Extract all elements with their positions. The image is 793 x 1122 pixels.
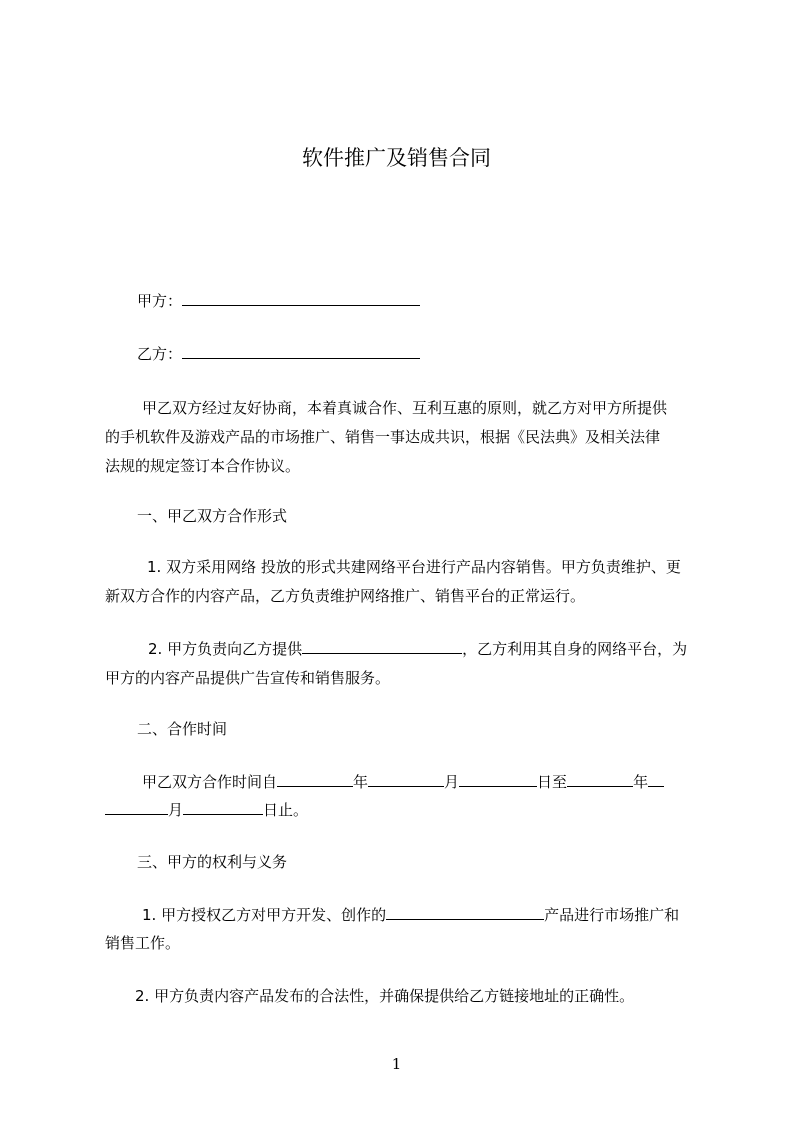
section-3-item-1-line-2: 销售工作。 <box>105 934 181 952</box>
end-label: 日止。 <box>263 801 309 819</box>
start-year-blank[interactable] <box>277 772 353 787</box>
page-number: 1 <box>391 1055 402 1073</box>
party-b-blank[interactable] <box>182 344 420 359</box>
party-b-line <box>137 343 420 365</box>
party-b-label: 乙方： <box>137 345 183 363</box>
section-3-item-1-line-1 <box>142 904 679 926</box>
party-a-blank[interactable] <box>182 291 420 306</box>
start-day-blank[interactable] <box>459 772 537 787</box>
start-month-blank[interactable] <box>368 772 444 787</box>
section-2-line-1 <box>142 771 664 793</box>
section-3-heading: 三、甲方的权利与义务 <box>137 853 288 871</box>
section-3-item-1-post: 产品进行市场推广和 <box>544 906 680 924</box>
end-year-blank[interactable] <box>567 772 633 787</box>
party-a-label: 甲方： <box>137 292 183 310</box>
section-3-item-1-pre: 1. 甲方授权乙方对甲方开发、创作的 <box>142 906 387 924</box>
document-title: 软件推广及销售合同 <box>302 146 491 170</box>
party-a-line <box>137 290 420 312</box>
section-2-line-2 <box>105 799 308 821</box>
end-month-blank-part-2[interactable] <box>105 800 168 815</box>
end-month-label: 月 <box>168 801 184 819</box>
product-blank[interactable] <box>386 905 544 920</box>
intro-line-1: 甲乙双方经过友好协商，本着真诚合作、互利互惠的原则，就乙方对甲方所提供 <box>142 399 668 417</box>
section-1-item-2-pre: 2. 甲方负责向乙方提供 <box>148 640 303 658</box>
section-1-item-2-line-1 <box>148 638 687 660</box>
section-1-item-1-line-2: 新双方合作的内容产品，乙方负责维护网络推广、销售平台的正常运行。 <box>105 587 586 605</box>
section-1-item-2-post: ，乙方利用其自身的网络平台，为 <box>462 640 688 658</box>
section-3-item-2: 2. 甲方负责内容产品发布的合法性，并确保提供给乙方链接地址的正确性。 <box>135 987 635 1005</box>
start-year-label: 年 <box>353 773 369 791</box>
end-day-blank[interactable] <box>183 800 263 815</box>
cooperation-period-pre: 甲乙双方合作时间自 <box>142 773 278 791</box>
section-1-item-1-line-1: 1. 双方采用网络 投放的形式共建网络平台进行产品内容销售。甲方负责维护、更 <box>147 558 681 576</box>
section-2-heading: 二、合作时间 <box>137 720 228 738</box>
intro-line-3: 法规的规定签订本合作协议。 <box>105 457 301 475</box>
start-day-to-label: 日至 <box>537 773 568 791</box>
section-1-item-2-line-2: 甲方的内容产品提供广告宣传和销售服务。 <box>105 669 391 687</box>
section-1-heading: 一、甲乙双方合作形式 <box>137 507 288 525</box>
intro-line-2: 的手机软件及游戏产品的市场推广、销售一事达成共识，根据《民法典》及相关法律 <box>105 428 661 446</box>
provided-content-blank[interactable] <box>302 639 462 654</box>
end-month-blank-part-1[interactable] <box>648 772 664 787</box>
end-year-label: 年 <box>633 773 649 791</box>
start-month-label: 月 <box>444 773 460 791</box>
